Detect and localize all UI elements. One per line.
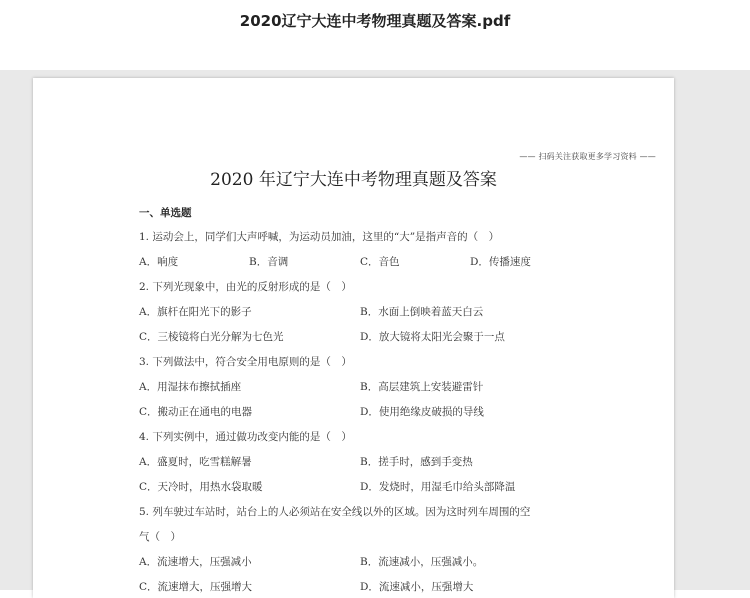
- document-title: 2020 年辽宁大连中考物理真题及答案: [210, 170, 497, 190]
- answer-option: D．发烧时，用湿毛巾给头部降温: [360, 481, 516, 493]
- question-stem: 2. 下列光现象中，由光的反射形成的是（ ）: [139, 281, 352, 293]
- viewer-header: [0, 0, 750, 70]
- answer-option: B．流速减小，压强减小。: [360, 556, 484, 568]
- pdf-page: [33, 78, 674, 598]
- answer-option: C．天冷时，用热水袋取暖: [139, 481, 263, 493]
- file-title: 2020辽宁大连中考物理真题及答案.pdf: [239, 12, 511, 30]
- answer-option: C．搬动正在通电的电器: [139, 406, 253, 418]
- question-stem: 3. 下列做法中，符合安全用电原则的是（ ）: [139, 356, 352, 368]
- question-stem-continued: 气（ ）: [139, 531, 181, 543]
- answer-option: B．音调: [249, 256, 289, 268]
- answer-option: A．用湿抹布擦拭插座: [139, 381, 242, 393]
- answer-option: D．流速减小，压强增大: [360, 581, 474, 593]
- answer-option: C．流速增大，压强增大: [139, 581, 253, 593]
- question-stem: 4. 下列实例中，通过做功改变内能的是（ ）: [139, 431, 352, 443]
- answer-option: D．传播速度: [470, 256, 531, 268]
- question-stem: 1. 运动会上，同学们大声呼喊，为运动员加油，这里的“大”是指声音的（ ）: [139, 231, 500, 243]
- answer-option: C．三棱镜将白光分解为七色光: [139, 331, 284, 343]
- answer-option: A．流速增大，压强减小: [139, 556, 252, 568]
- answer-option: A．旗杆在阳光下的影子: [139, 306, 252, 318]
- answer-option: B．高层建筑上安装避雷针: [360, 381, 484, 393]
- answer-option: A．响度: [139, 256, 179, 268]
- answer-option: D．放大镜将太阳光会聚于一点: [360, 331, 505, 343]
- answer-option: D．使用绝缘皮破损的导线: [360, 406, 484, 418]
- answer-option: B．水面上倒映着蓝天白云: [360, 306, 484, 318]
- section-title: 一、单选题: [139, 207, 192, 219]
- answer-option: C．音色: [360, 256, 400, 268]
- watermark-text: —— 扫码关注获取更多学习资料 ——: [519, 152, 656, 161]
- pdf-viewer[interactable]: [0, 70, 750, 593]
- answer-option: B．搓手时，感到手变热: [360, 456, 473, 468]
- answer-option: A．盛夏时，吃雪糕解暑: [139, 456, 252, 468]
- question-stem: 5. 列车驶过车站时，站台上的人必须站在安全线以外的区域。因为这时列车周围的空: [139, 506, 531, 518]
